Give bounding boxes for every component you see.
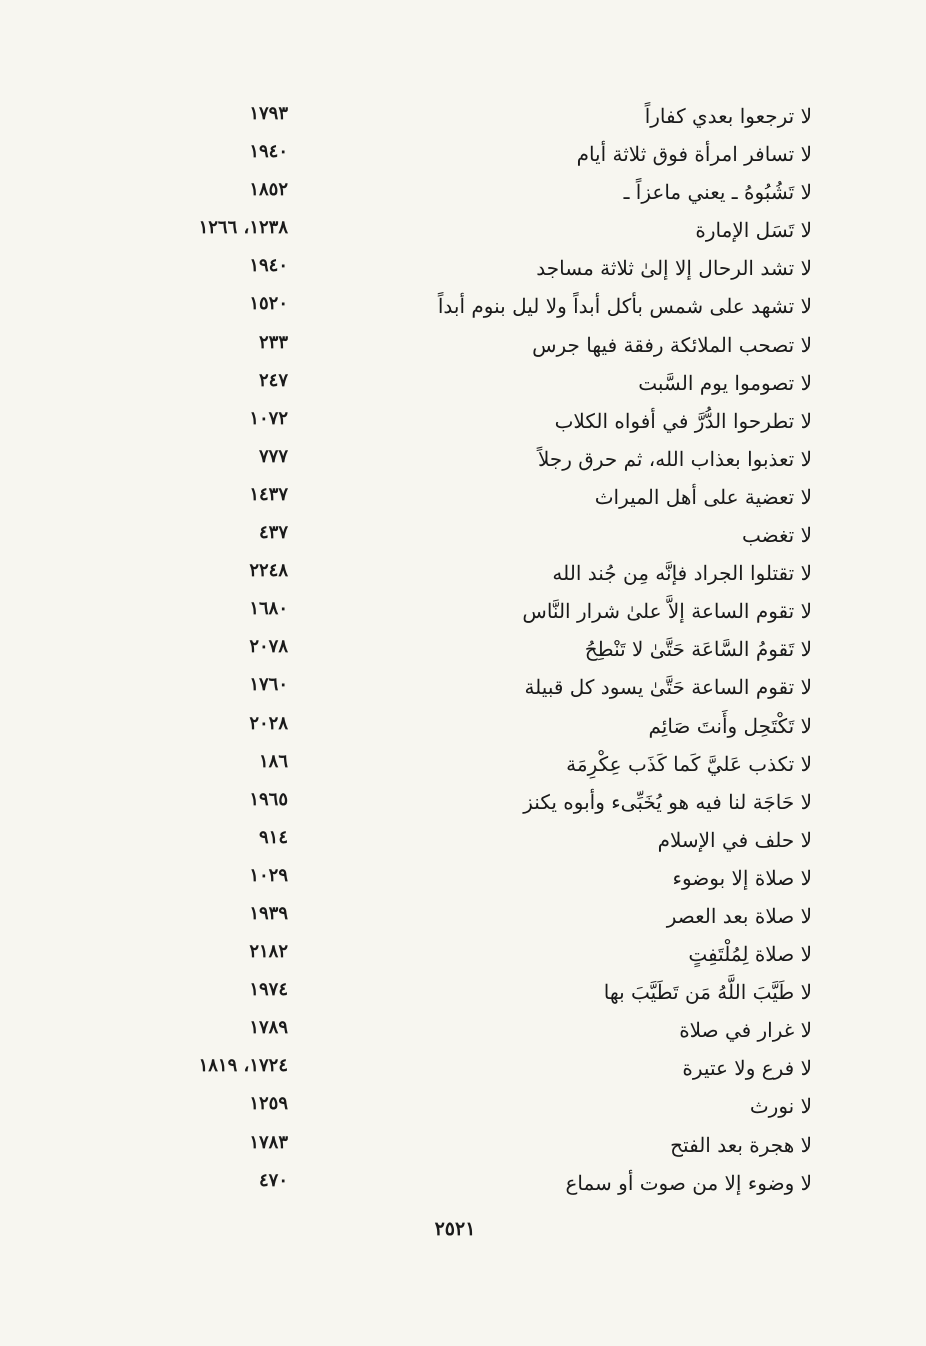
index-entry xyxy=(0,823,926,861)
entry-page-refs: ٤٣٧ xyxy=(258,522,288,544)
entry-page-refs: ١٧٨٣ xyxy=(249,1131,288,1153)
index-entry xyxy=(0,670,926,708)
entry-page-refs: ٩١٤ xyxy=(258,826,288,848)
entry-page-refs: ١٧٦٠ xyxy=(249,674,288,696)
index-entry xyxy=(0,1089,926,1127)
index-entry xyxy=(0,937,926,975)
index-entry xyxy=(0,480,926,518)
entry-text: لا غرار في صلاة xyxy=(679,1018,812,1043)
index-entry xyxy=(0,1013,926,1051)
entry-text: لا تَشُبُوهُ ـ يعني ماعزاً ـ xyxy=(623,180,812,205)
index-entry xyxy=(0,632,926,670)
entry-text: لا تصحب الملائكة رفقة فيها جرس xyxy=(532,332,812,357)
entry-page-refs: ١٢٥٩ xyxy=(249,1093,288,1115)
page-number: ٢٥٢١ xyxy=(434,1218,476,1240)
entry-text: لا ترجعوا بعدي كفاراً xyxy=(644,104,812,128)
entry-text: لا تغضب xyxy=(742,523,812,548)
entry-page-refs: ٢٠٧٨ xyxy=(249,636,288,658)
index-entry xyxy=(0,1051,926,1089)
index-entry xyxy=(0,975,926,1013)
entry-text: لا هجرة بعد الفتح xyxy=(670,1132,812,1157)
index-entry xyxy=(0,899,926,937)
index-entry xyxy=(0,404,926,442)
entry-page-refs: ١٩٣٩ xyxy=(249,902,288,924)
entry-text: لا حلف في الإسلام xyxy=(657,827,812,852)
entry-page-refs: ١٩٤٠ xyxy=(249,141,288,163)
entry-text: لا تقتلوا الجراد فإنَّه مِن جُند الله xyxy=(552,561,812,586)
index-entry xyxy=(0,518,926,556)
entry-page-refs: ٢٣٣ xyxy=(258,331,288,353)
index-entry xyxy=(0,137,926,175)
index-entry xyxy=(0,861,926,899)
entry-page-refs: ١٧٢٤، ١٨١٩ xyxy=(198,1055,288,1077)
index-entry xyxy=(0,785,926,823)
entry-page-refs: ١٩٤٠ xyxy=(249,255,288,277)
entry-text: لا صلاة بعد العصر xyxy=(666,903,812,928)
index-entry xyxy=(0,747,926,785)
entry-page-refs: ١٤٣٧ xyxy=(249,483,288,505)
entry-page-refs: ١٧٨٩ xyxy=(249,1017,288,1039)
entry-page-refs: ١٧٩٣ xyxy=(249,103,288,124)
index-entry xyxy=(0,1128,926,1166)
index-entry xyxy=(0,175,926,213)
entry-text: لا تَقومُ السَّاعَة حَتَّىٰ لا تَنْطِحُ xyxy=(584,637,812,662)
entry-text: لا طَيَّبَ اللَّهُ مَن تَطَيَّبَ بها xyxy=(603,980,812,1005)
entry-page-refs: ١٢٣٨، ١٢٦٦ xyxy=(198,217,288,239)
entry-text: لا تسافر امرأة فوق ثلاثة أيام xyxy=(576,142,812,167)
entry-text: لا تقوم الساعة إلاَّ علىٰ شرار النَّاس xyxy=(522,599,812,624)
index-entry xyxy=(0,709,926,747)
entry-page-refs: ١٥٢٠ xyxy=(249,293,288,315)
index-entry xyxy=(0,556,926,594)
entry-page-refs: ٢١٨٢ xyxy=(249,941,288,963)
index-entry xyxy=(0,328,926,366)
entry-page-refs: ٢٤٧ xyxy=(258,369,288,391)
entry-text: لا تشد الرحال إلا إلىٰ ثلاثة مساجد xyxy=(536,256,812,281)
index-entry xyxy=(0,251,926,289)
entry-page-refs: ٢٠٢٨ xyxy=(249,712,288,734)
entry-page-refs: ١٩٦٥ xyxy=(249,788,288,810)
index-entry xyxy=(0,594,926,632)
entry-text: لا تقوم الساعة حَتَّىٰ يسود كل قبيلة xyxy=(524,675,812,700)
entry-text: لا تكذب عَليَّ كَما كَذَب عِكْرِمَة xyxy=(566,751,812,776)
index-list xyxy=(0,99,926,1204)
index-entry xyxy=(0,213,926,251)
entry-text: لا تعذبوا بعذاب الله، ثم حرق رجلاً xyxy=(537,446,812,471)
entry-page-refs: ١٨٦ xyxy=(258,750,288,772)
entry-text: لا فرع ولا عتيرة xyxy=(682,1056,812,1081)
entry-page-refs: ١٨٥٢ xyxy=(249,179,288,201)
entry-text: لا تَكْتَحِل وأَنتَ صَائِم xyxy=(648,713,812,738)
entry-text: لا تَسَل الإمارة xyxy=(695,218,812,243)
index-entry xyxy=(0,366,926,404)
entry-page-refs: ١٠٧٢ xyxy=(249,407,288,429)
index-entry xyxy=(0,442,926,480)
entry-page-refs: ٤٧٠ xyxy=(258,1169,288,1191)
entry-text: لا صلاة لِمُلْتَفِتٍ xyxy=(688,942,812,967)
entry-text: لا نورث xyxy=(749,1094,812,1119)
entry-page-refs: ١٩٧٤ xyxy=(249,979,288,1001)
index-entry xyxy=(0,1166,926,1204)
index-entry xyxy=(0,99,926,137)
entry-text: لا حَاجَة لنا فيه هو يُخَبِّىء وأبوه يكنز xyxy=(523,789,812,814)
entry-page-refs: ١٠٢٩ xyxy=(249,864,288,886)
entry-text: لا تشهد على شمس بأكل أبداً ولا ليل بنوم أبداً xyxy=(437,294,812,319)
entry-text: لا تطرحوا الدُّرَّ في أفواه الكلاب xyxy=(554,408,812,433)
index-entry xyxy=(0,289,926,327)
entry-text: لا تصوموا يوم السَّبت xyxy=(638,370,812,395)
entry-text: لا تعضية على أهل الميراث xyxy=(594,484,812,509)
entry-page-refs: ١٦٨٠ xyxy=(249,598,288,620)
entry-page-refs: ٢٢٤٨ xyxy=(249,560,288,582)
entry-page-refs: ٧٧٧ xyxy=(258,445,288,467)
entry-text: لا صلاة إلا بوضوء xyxy=(672,865,812,890)
entry-text: لا وضوء إلا من صوت أو سماع xyxy=(565,1170,812,1195)
